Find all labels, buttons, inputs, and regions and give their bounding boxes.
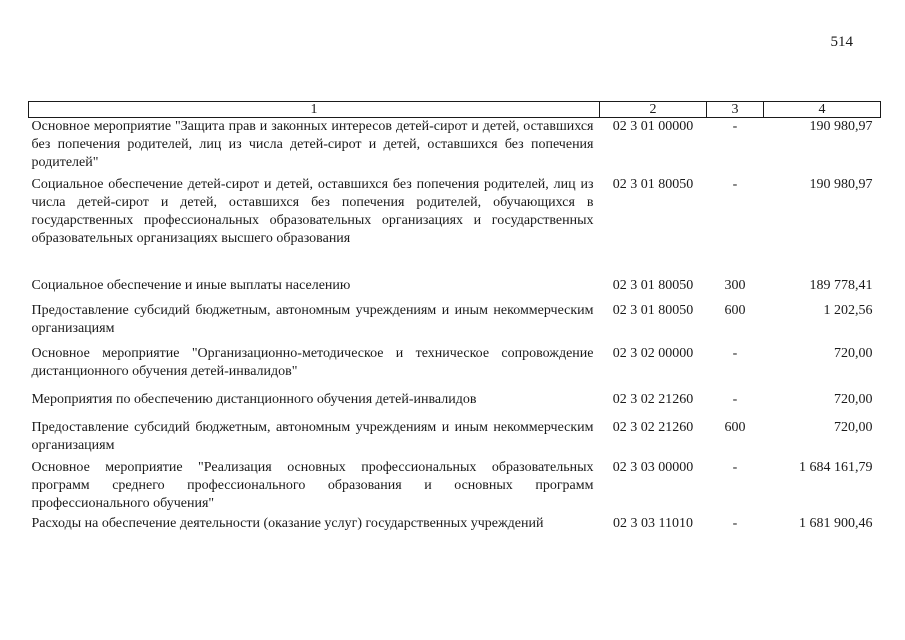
row-amount: 720,00 <box>834 346 873 361</box>
row-code: 02 3 01 80050 <box>612 303 694 318</box>
row-name: Социальное обеспечение детей-сирот и детей, оставшихся без попечения родителей, лиц из числа детей-сирот и детей, оставшихся без попечения родителей, обучающихся в государственных профессиональных образовательных организациях и государственных образовательных организациях высшего образования <box>31 177 594 246</box>
table-row <box>29 176 881 277</box>
row-type: - <box>732 460 738 475</box>
header-col-3: 3 <box>707 102 764 118</box>
header-col-4: 4 <box>764 102 881 118</box>
header-col-2: 2 <box>600 102 707 118</box>
row-amount: 190 980,97 <box>809 119 873 134</box>
row-type: - <box>732 516 738 531</box>
budget-table <box>28 101 881 535</box>
table-row <box>29 345 881 391</box>
row-type: - <box>732 392 738 407</box>
row-name: Основное мероприятие "Реализация основных профессиональных образовательных программ среднего профессионального образования и основных программ профессионального обучения" <box>31 460 594 511</box>
row-code: 02 3 02 21260 <box>612 420 694 435</box>
row-amount: 190 980,97 <box>809 177 873 192</box>
row-name: Предоставление субсидий бюджетным, автономным учреждениям и иным некоммерческим организациям <box>31 303 594 336</box>
row-code: 02 3 02 21260 <box>612 392 694 407</box>
row-code: 02 3 03 00000 <box>612 460 694 475</box>
table-row <box>29 302 881 345</box>
row-name: Социальное обеспечение и иные выплаты населению <box>31 278 351 293</box>
row-amount: 1 684 161,79 <box>799 460 873 475</box>
table-row <box>29 459 881 515</box>
row-type: 600 <box>724 303 746 318</box>
table-row <box>29 277 881 302</box>
row-amount: 1 681 900,46 <box>799 516 873 531</box>
row-type: - <box>732 119 738 134</box>
page-number: 514 <box>830 34 853 50</box>
row-code: 02 3 01 80050 <box>612 278 694 293</box>
row-type: 600 <box>724 420 746 435</box>
row-amount: 720,00 <box>834 392 873 407</box>
row-type: - <box>732 177 738 192</box>
header-row <box>29 102 881 118</box>
row-name: Основное мероприятие "Защита прав и законных интересов детей-сирот и детей, оставшихся без попечения родителей, лиц из числа детей-сирот и детей, оставшихся без попечения родителей" <box>31 119 594 170</box>
table-row <box>29 419 881 459</box>
table-row <box>29 515 881 535</box>
row-name: Расходы на обеспечение деятельности (оказание услуг) государственных учреждений <box>31 516 544 531</box>
row-name: Основное мероприятие "Организационно-методическое и техническое сопровождение дистанционного обучения детей-инвалидов" <box>31 346 594 379</box>
row-name: Мероприятия по обеспечению дистанционного обучения детей-инвалидов <box>31 392 477 407</box>
row-amount: 1 202,56 <box>823 303 873 318</box>
table-row <box>29 118 881 177</box>
table-row <box>29 391 881 419</box>
row-code: 02 3 02 00000 <box>612 346 694 361</box>
row-code: 02 3 01 80050 <box>612 177 694 192</box>
row-type: 300 <box>724 278 746 293</box>
row-amount: 720,00 <box>834 420 873 435</box>
row-code: 02 3 01 00000 <box>612 119 694 134</box>
header-col-1: 1 <box>29 102 600 118</box>
row-name: Предоставление субсидий бюджетным, автономным учреждениям и иным некоммерческим организациям <box>31 420 594 453</box>
row-type: - <box>732 346 738 361</box>
row-amount: 189 778,41 <box>809 278 873 293</box>
row-code: 02 3 03 11010 <box>613 516 693 531</box>
